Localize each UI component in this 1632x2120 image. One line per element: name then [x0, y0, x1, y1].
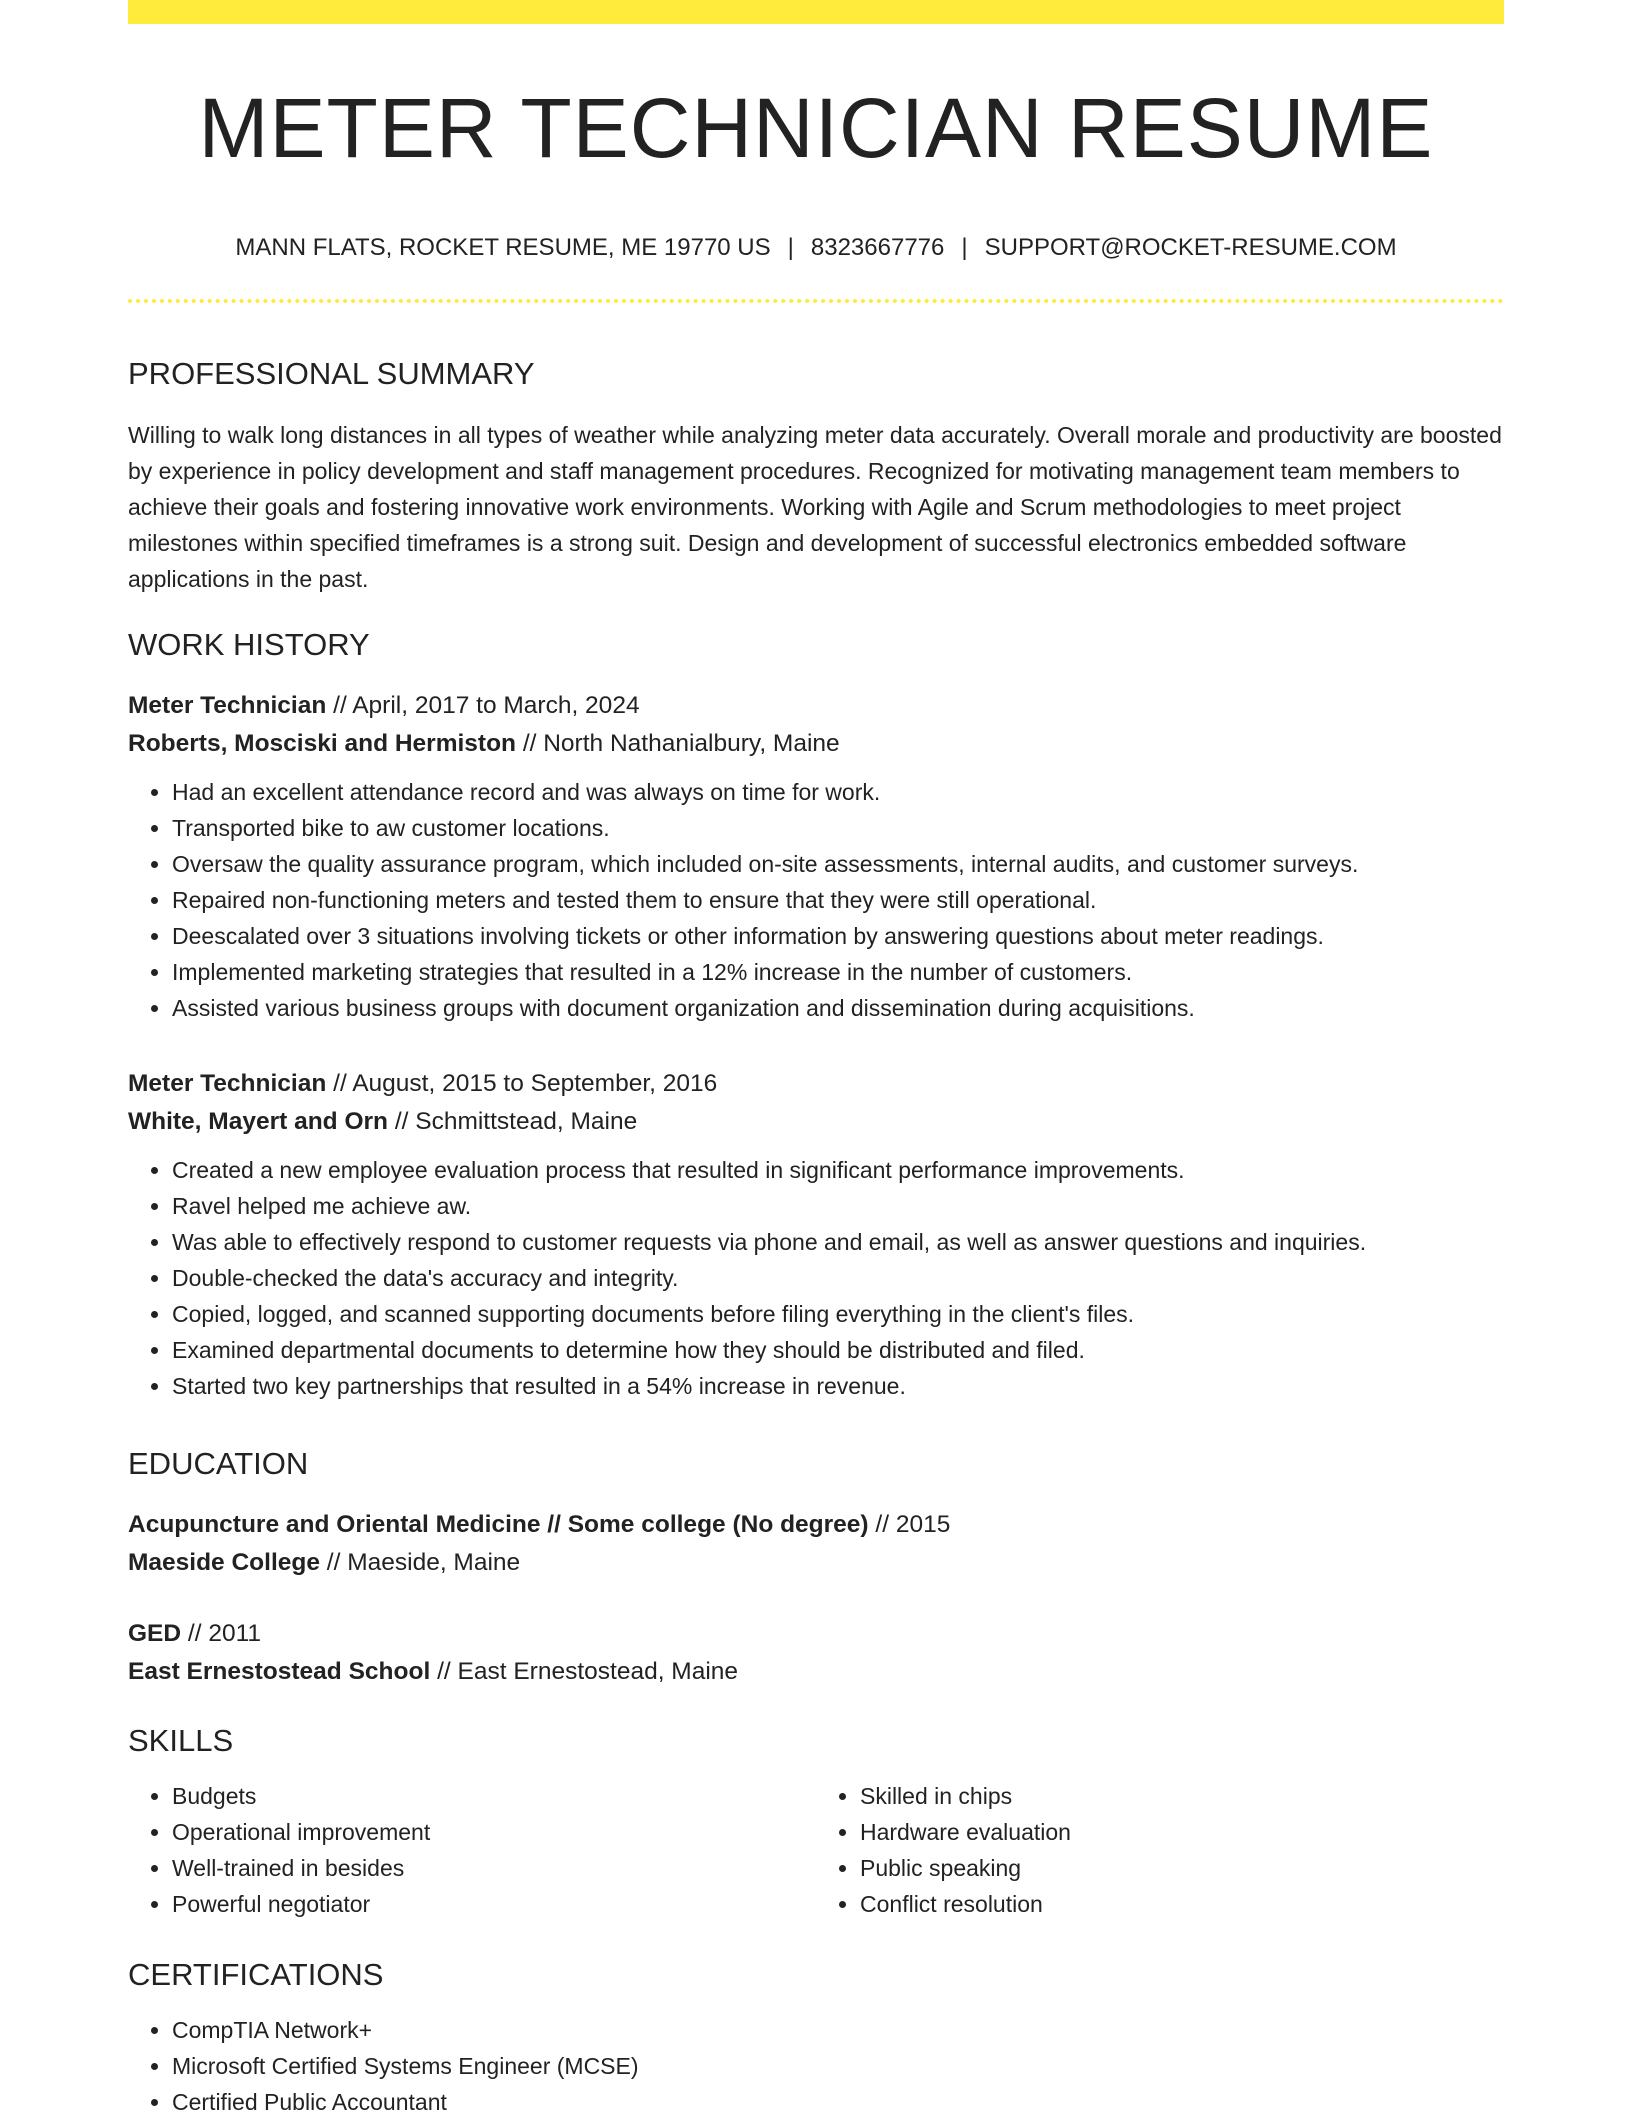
skill-item: • Public speaking — [860, 1850, 1504, 1886]
job-bullet: • Repaired non-functioning meters and tested them to ensure that they were still operational. — [172, 882, 1504, 918]
accent-top-bar — [128, 0, 1504, 24]
certification-item: • Certified Public Accountant — [172, 2084, 1504, 2120]
skill-item: • Operational improvement — [172, 1814, 816, 1850]
skill-item: • Powerful negotiator — [172, 1886, 816, 1922]
skills-list-right — [816, 1778, 1504, 1922]
job-location: // Schmittstead, Maine — [388, 1108, 638, 1135]
contact-email: SUPPORT@ROCKET-RESUME.COM — [984, 234, 1397, 261]
job-company: Roberts, Mosciski and Hermiston — [128, 730, 517, 757]
skill-item: • Hardware evaluation — [860, 1814, 1504, 1850]
job-bullet: • Was able to effectively respond to customer requests via phone and email, as well as answer questions and inquiries. — [172, 1224, 1504, 1260]
contact-phone: 8323667776 — [810, 234, 945, 261]
education-school: East Ernestostead School — [128, 1658, 431, 1685]
certification-item: • CompTIA Network+ — [172, 2012, 1504, 2048]
education-school: Maeside College — [128, 1549, 320, 1576]
job-bullet: • Copied, logged, and scanned supporting documents before filing everything in the client's files. — [172, 1296, 1504, 1332]
certifications-section — [128, 1959, 1504, 2120]
job-bullet: • Assisted various business groups with document organization and dissemination during acquisitions. — [172, 990, 1504, 1026]
work-history-heading: WORK HISTORY — [128, 627, 370, 662]
contact-address: MANN FLATS, ROCKET RESUME, ME 19770 US — [235, 234, 771, 261]
education-degree-line — [128, 1615, 1504, 1653]
education-degree-line — [128, 1506, 1504, 1544]
resume-title: METER TECHNICIAN RESUME — [198, 81, 1434, 175]
education-year: // 2011 — [181, 1620, 262, 1647]
education-heading: EDUCATION — [128, 1446, 309, 1481]
job-entry — [128, 687, 1504, 1026]
resume-page — [128, 0, 1504, 2115]
skill-item: • Budgets — [172, 1778, 816, 1814]
job-bullet: • Started two key partnerships that resulted in a 54% increase in revenue. — [172, 1368, 1504, 1404]
job-bullet: • Ravel helped me achieve aw. — [172, 1188, 1504, 1224]
job-company-line — [128, 1103, 1504, 1141]
contact-separator: | — [787, 234, 794, 261]
job-title: Meter Technician — [128, 1070, 327, 1097]
skill-item: • Well-trained in besides — [172, 1850, 816, 1886]
skills-list-left — [128, 1778, 816, 1922]
job-bullet: • Created a new employee evaluation process that resulted in significant performance improvements. — [172, 1152, 1504, 1188]
education-entry — [128, 1506, 1504, 1582]
summary-text: Willing to walk long distances in all types of weather while analyzing meter data accurately. Overall morale and productivity are boosted by experience in policy development and staff management procedures. Recognized for motivating management team members to achieve their goals and fostering innovative work environments. Working with Agile and Scrum methodologies to meet project milestones within specified timeframes is a strong suit. Design and development of successful electronics embedded software applications in the past. — [128, 422, 1502, 592]
job-bullet: • Had an excellent attendance record and was always on time for work. — [172, 774, 1504, 810]
job-bullet-list — [128, 774, 1504, 1026]
job-title-line — [128, 1065, 1504, 1103]
job-bullet: • Deescalated over 3 situations involving tickets or other information by answering questions about meter readings. — [172, 918, 1504, 954]
education-location: // Maeside, Maine — [319, 1549, 521, 1576]
work-history-section — [128, 629, 1504, 660]
education-degree: GED — [128, 1620, 182, 1647]
dotted-divider — [128, 299, 1504, 303]
job-company: White, Mayert and Orn — [128, 1108, 389, 1135]
education-school-line — [128, 1544, 1504, 1582]
skill-item: • Conflict resolution — [860, 1886, 1504, 1922]
skills-section — [128, 1725, 1504, 1922]
job-dates: // April, 2017 to March, 2024 — [326, 692, 640, 719]
certifications-list — [128, 2012, 1504, 2120]
job-bullet: • Examined departmental documents to determine how they should be distributed and filed. — [172, 1332, 1504, 1368]
job-company-line — [128, 725, 1504, 763]
job-bullet-list — [128, 1152, 1504, 1404]
certification-item: • Microsoft Certified Systems Engineer (MCSE) — [172, 2048, 1504, 2084]
job-bullet: • Implemented marketing strategies that resulted in a 12% increase in the number of customers. — [172, 954, 1504, 990]
education-entry — [128, 1615, 1504, 1691]
skill-item: • Skilled in chips — [860, 1778, 1504, 1814]
job-entry — [128, 1065, 1504, 1404]
job-location: // North Nathanialbury, Maine — [516, 730, 840, 757]
education-degree: Acupuncture and Oriental Medicine // Some college (No degree) — [128, 1511, 869, 1538]
education-location: // East Ernestostead, Maine — [430, 1658, 739, 1685]
education-year: // 2015 — [868, 1511, 951, 1538]
job-bullet: • Transported bike to aw customer locations. — [172, 810, 1504, 846]
skills-columns — [128, 1778, 1504, 1922]
job-bullet: • Oversaw the quality assurance program, which included on-site assessments, internal audits, and customer surveys. — [172, 846, 1504, 882]
contact-separator: | — [961, 234, 968, 261]
job-dates: // August, 2015 to September, 2016 — [326, 1070, 718, 1097]
contact-line — [128, 236, 1504, 260]
certifications-heading: CERTIFICATIONS — [128, 1957, 384, 1992]
summary-section — [128, 358, 1504, 597]
job-title-line — [128, 687, 1504, 725]
education-school-line — [128, 1653, 1504, 1691]
summary-heading: PROFESSIONAL SUMMARY — [128, 356, 535, 391]
job-title: Meter Technician — [128, 692, 327, 719]
education-section — [128, 1448, 1504, 1479]
job-bullet: • Double-checked the data's accuracy and integrity. — [172, 1260, 1504, 1296]
skills-heading: SKILLS — [128, 1723, 234, 1758]
